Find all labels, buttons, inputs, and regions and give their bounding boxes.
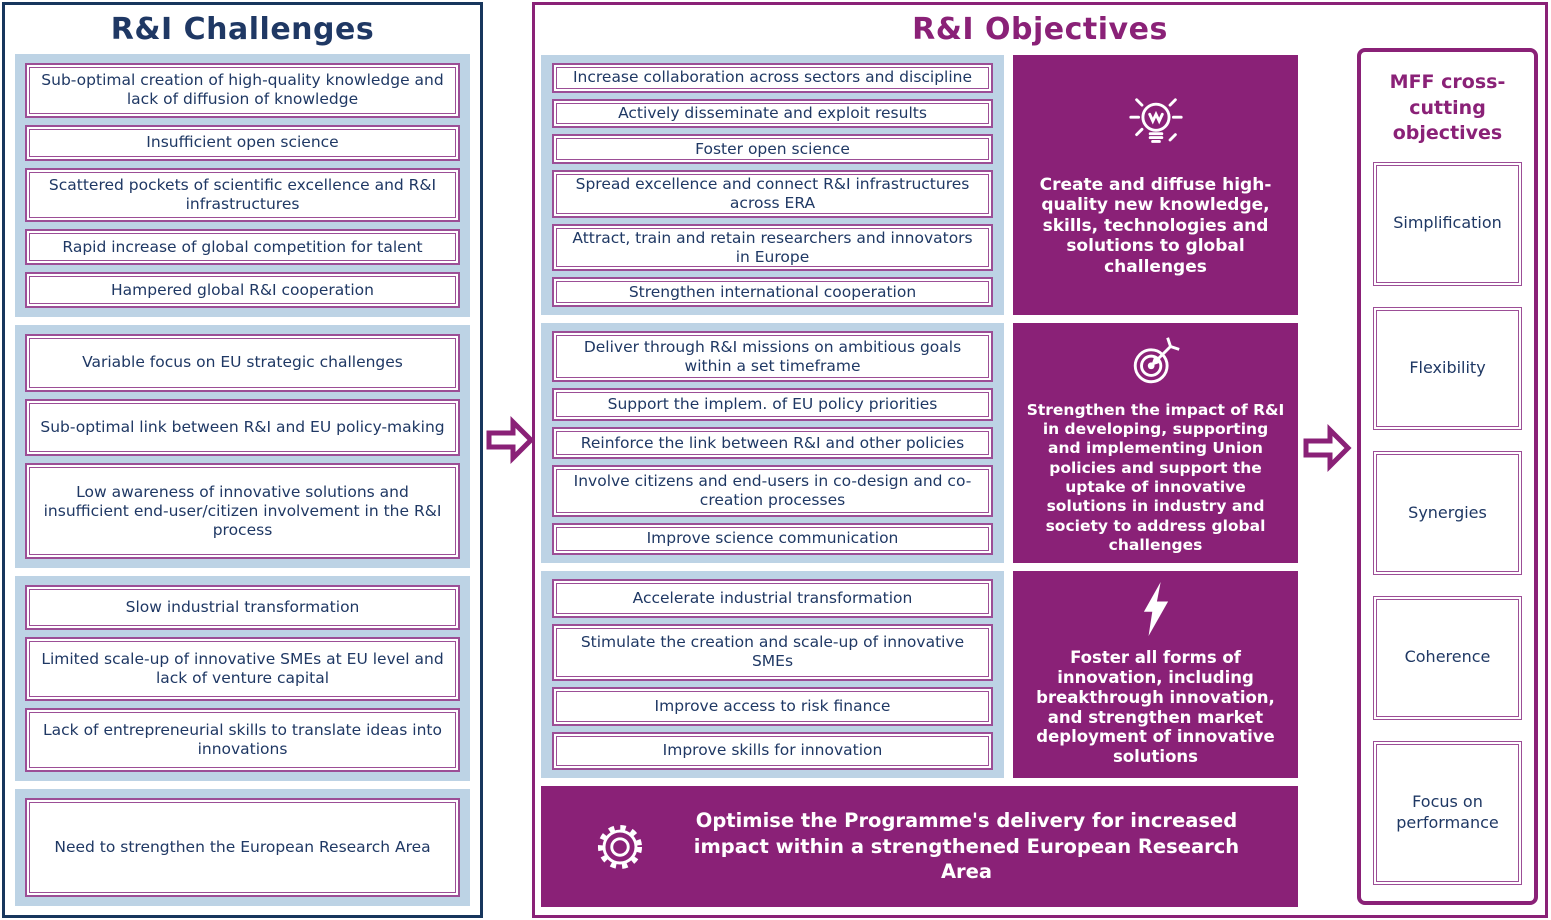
lightbulb-icon — [1119, 93, 1193, 155]
delivery-objective-banner — [541, 786, 1298, 907]
item-text: Support the implem. of EU policy priorities — [556, 392, 989, 416]
item-box — [552, 579, 993, 618]
mff-panel — [1357, 48, 1538, 905]
item-text: Increase collaboration across sectors and discipline — [556, 67, 989, 89]
objective-summary-box — [1013, 323, 1298, 563]
item-text: Synergies — [1376, 454, 1519, 572]
item-box — [552, 63, 993, 93]
challenge-group — [15, 54, 470, 317]
item-box — [552, 224, 993, 272]
objectives-title: R&I Objectives — [912, 12, 1168, 47]
objective-summary-box — [1013, 55, 1298, 315]
objective-group — [541, 571, 1004, 778]
objective-row — [541, 55, 1298, 315]
item-box — [25, 399, 460, 457]
item-box — [552, 170, 993, 218]
item-text: Flexibility — [1376, 310, 1519, 428]
item-text: Rapid increase of global competition for talent — [29, 233, 456, 261]
right-arrow-icon — [485, 415, 535, 465]
item-box — [1373, 741, 1522, 885]
item-box — [25, 229, 460, 265]
objectives-panel — [532, 2, 1548, 918]
item-text: Simplification — [1376, 165, 1519, 283]
item-text: Insufficient open science — [29, 129, 456, 157]
item-box — [1373, 596, 1522, 720]
item-box — [552, 134, 993, 164]
item-box — [25, 63, 460, 118]
challenge-group — [15, 576, 470, 781]
item-box — [552, 624, 993, 681]
lightning-icon — [1140, 582, 1172, 636]
item-box — [25, 585, 460, 630]
item-text: Focus on performance — [1376, 744, 1519, 882]
challenge-group — [15, 325, 470, 568]
item-text: Spread excellence and connect R&I infrastructures across ERA — [556, 174, 989, 214]
objective-group — [541, 55, 1004, 315]
item-text: Foster open science — [556, 138, 989, 160]
item-box — [25, 334, 460, 392]
mff-boxes — [1361, 147, 1534, 901]
item-box — [1373, 162, 1522, 286]
objective-summary-text: Strengthen the impact of R&I in developing, supporting and implementing Union policies and support the uptake of innovative solutions in industry and society to address global challenges — [1026, 400, 1285, 555]
item-text: Attract, train and retain researchers and innovators in Europe — [556, 228, 989, 268]
objective-group — [541, 323, 1004, 563]
item-text: Actively disseminate and exploit results — [556, 103, 989, 125]
item-text: Improve skills for innovation — [556, 736, 989, 767]
item-box — [552, 99, 993, 129]
item-text: Low awareness of innovative solutions and insufficient end-user/citizen involvement in the R&I process — [29, 467, 456, 555]
item-box — [552, 523, 993, 555]
objective-summary-text: Foster all forms of innovation, including breakthrough innovation, and strengthen market deployment of innovative solutions — [1036, 648, 1275, 767]
mff-title: MFF cross-cutting objectives — [1389, 71, 1506, 145]
item-box — [552, 687, 993, 726]
item-text: Sub-optimal link between R&I and EU policy-making — [29, 403, 456, 453]
right-arrow-icon — [1302, 423, 1352, 473]
challenge-groups — [15, 54, 470, 906]
objective-row — [541, 323, 1298, 563]
item-text: Improve science communication — [556, 527, 989, 551]
delivery-objective-text: Optimise the Programme's delivery for increased impact within a strengthened European Research Area — [693, 809, 1240, 884]
item-text: Deliver through R&I missions on ambitious goals within a set timeframe — [556, 335, 989, 378]
item-box — [25, 708, 460, 772]
item-text: Accelerate industrial transformation — [556, 583, 989, 614]
item-box — [1373, 451, 1522, 575]
item-text: Need to strengthen the European Research Area — [29, 802, 456, 893]
challenge-group — [15, 789, 470, 906]
objective-row — [541, 571, 1298, 778]
item-box — [552, 732, 993, 771]
item-text: Variable focus on EU strategic challenges — [29, 338, 456, 388]
objective-summary-text: Create and diffuse high-quality new knowledge, skills, technologies and solutions to global challenges — [1039, 175, 1272, 277]
item-box — [25, 637, 460, 701]
item-box — [25, 463, 460, 559]
item-box — [25, 798, 460, 897]
item-box — [1373, 307, 1522, 431]
item-text: Limited scale-up of innovative SMEs at EU level and lack of venture capital — [29, 641, 456, 697]
item-text: Scattered pockets of scientific excellence and R&I infrastructures — [29, 172, 456, 219]
item-text: Sub-optimal creation of high-quality knowledge and lack of diffusion of knowledge — [29, 67, 456, 114]
item-box — [552, 427, 993, 459]
item-text: Slow industrial transformation — [29, 589, 456, 626]
objective-summary-box — [1013, 571, 1298, 778]
challenges-title: R&I Challenges — [110, 12, 375, 47]
item-text: Strengthen international cooperation — [556, 281, 989, 303]
item-text: Coherence — [1376, 599, 1519, 717]
item-text: Hampered global R&I cooperation — [29, 276, 456, 304]
item-text: Lack of entrepreneurial skills to translate ideas into innovations — [29, 712, 456, 768]
item-text: Improve access to risk finance — [556, 691, 989, 722]
item-text: Reinforce the link between R&I and other policies — [556, 431, 989, 455]
item-text: Stimulate the creation and scale-up of innovative SMEs — [556, 628, 989, 677]
item-box — [25, 125, 460, 161]
item-box — [25, 272, 460, 308]
item-box — [552, 277, 993, 307]
objective-rows — [541, 55, 1298, 778]
gear-icon — [589, 816, 651, 878]
item-box — [552, 331, 993, 382]
item-box — [25, 168, 460, 223]
item-text: Involve citizens and end-users in co-design and co-creation processes — [556, 469, 989, 512]
challenges-panel — [2, 2, 483, 918]
item-box — [552, 388, 993, 420]
item-box — [552, 465, 993, 516]
target-icon — [1125, 331, 1187, 389]
